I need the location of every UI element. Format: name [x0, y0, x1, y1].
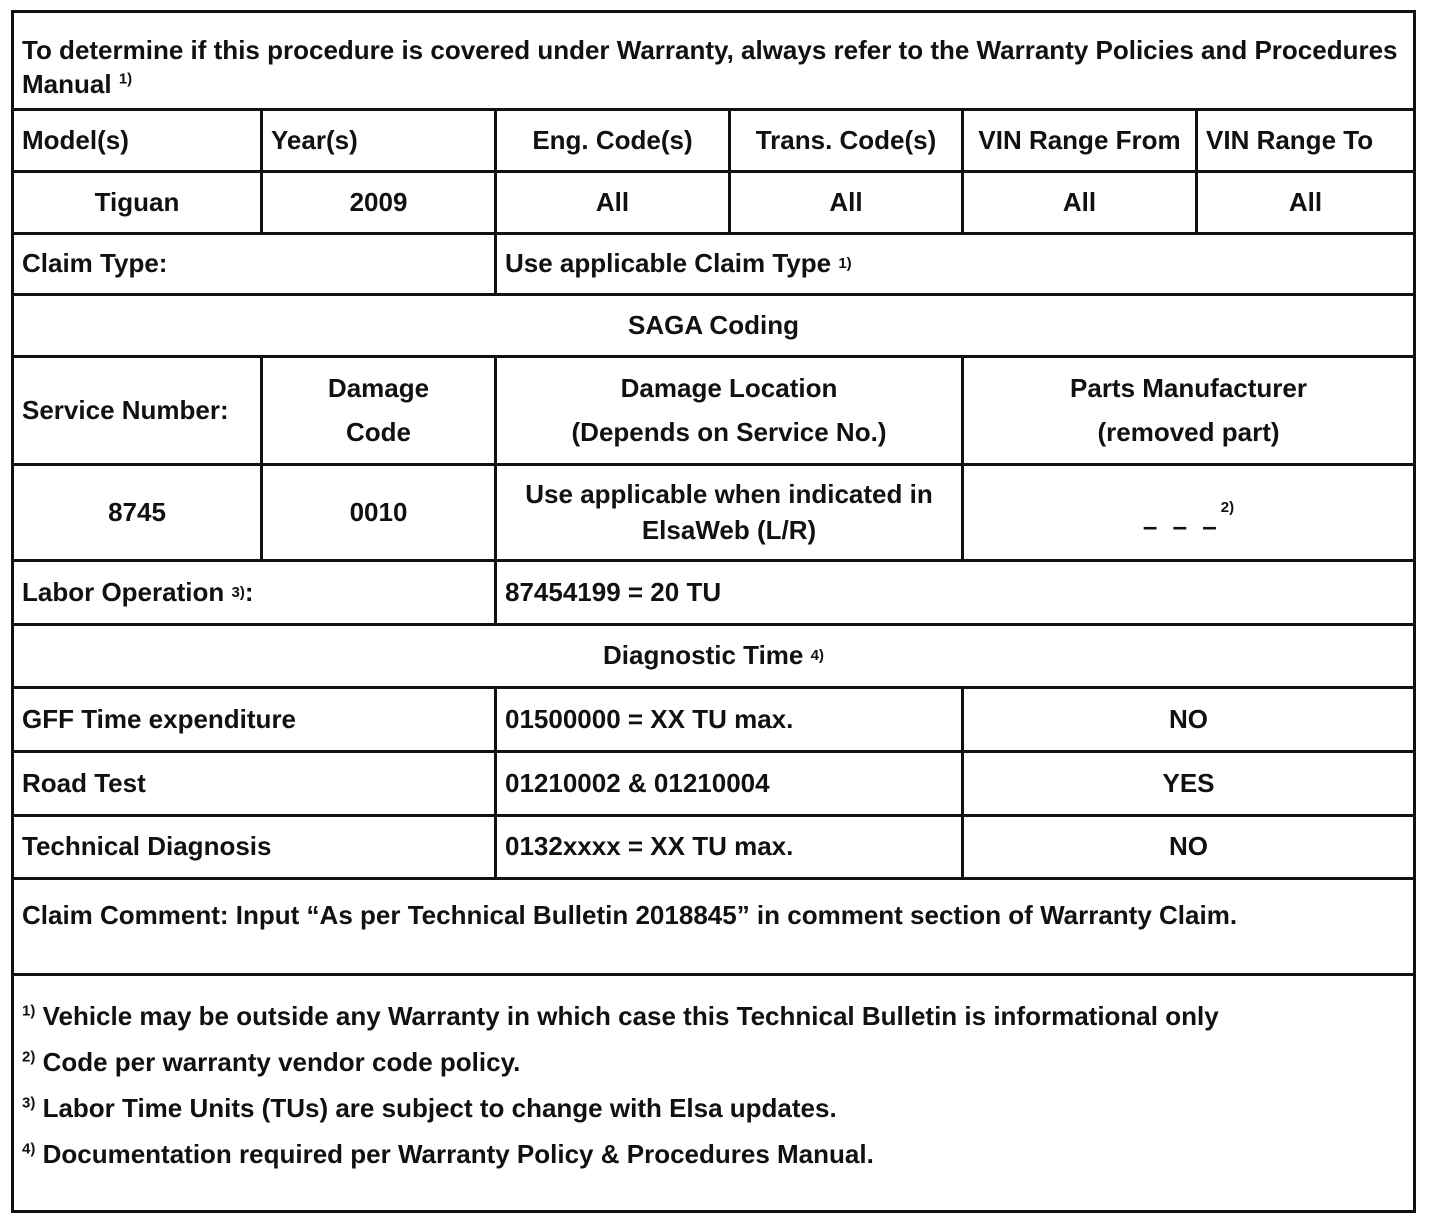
parts-manufacturer-header-line2: (removed part) — [1097, 416, 1280, 447]
footnotes — [22, 993, 1219, 1177]
diagnostic-row-code: 01500000 = XX TU max. — [505, 703, 794, 734]
footnote-text: Labor Time Units (TUs) are subject to change with Elsa updates. — [42, 1093, 837, 1123]
intro-text — [22, 33, 1402, 101]
header-model: Model(s) — [22, 124, 129, 155]
labor-operation-colon: : — [244, 576, 254, 607]
header-trans-code: Trans. Code(s) — [755, 124, 937, 155]
footnote-item — [22, 1085, 1219, 1131]
diagnostic-row-flag: NO — [1169, 703, 1208, 734]
header-year: Year(s) — [271, 124, 358, 155]
diagnostic-time-text: Diagnostic Time — [603, 640, 804, 671]
footnote-ref: 4) — [22, 1140, 36, 1158]
footnote-text: Documentation required per Warranty Policy & Procedures Manual. — [42, 1139, 874, 1169]
damage-location-value — [497, 466, 961, 559]
footnote-ref: 2) — [22, 1048, 36, 1066]
diagnostic-row-code: 0132xxxx = XX TU max. — [505, 831, 794, 862]
vehicle-trans-code: All — [829, 186, 863, 217]
header-vin-from: VIN Range From — [978, 124, 1181, 155]
parts-manufacturer-header-line1: Parts Manufacturer — [1070, 372, 1307, 403]
service-number-value: 8745 — [108, 496, 166, 527]
vehicle-year: 2009 — [349, 186, 408, 217]
claim-type-text: Use applicable Claim Type — [505, 248, 832, 279]
warranty-table — [11, 10, 1416, 1213]
footnote-ref: 3) — [22, 1094, 36, 1112]
parts-manufacturer-placeholder: – – – — [1142, 510, 1221, 541]
vehicle-model: Tiguan — [94, 186, 180, 217]
diagnostic-time-title: Diagnostic Time 4) — [14, 626, 1413, 686]
header-vin-to: VIN Range To — [1206, 124, 1374, 155]
parts-manufacturer-value: – – – 2) — [964, 466, 1413, 559]
damage-code-header-line1: Damage — [327, 372, 430, 403]
footnote-text: Vehicle may be outside any Warranty in which case this Technical Bulletin is informational only — [42, 1001, 1219, 1031]
labor-operation-text: Labor Operation — [22, 576, 225, 607]
damage-location-value-line2: ElsaWeb (L/R) — [641, 514, 817, 545]
damage-location-header-line1: Damage Location — [620, 372, 838, 403]
divider — [14, 877, 1413, 880]
diagnostic-row-code: 01210002 & 01210004 — [505, 767, 770, 798]
damage-location-value-line1: Use applicable when indicated in — [525, 478, 933, 509]
footnote-item — [22, 1039, 1219, 1085]
footnote-ref: 1) — [22, 1002, 36, 1020]
vehicle-vin-to: All — [1288, 186, 1323, 217]
vehicle-eng-code: All — [595, 186, 630, 217]
footnote-text: Code per warranty vendor code policy. — [42, 1047, 521, 1077]
damage-location-header — [497, 358, 961, 463]
vehicle-vin-from: All — [1062, 186, 1097, 217]
diagnostic-row-flag: YES — [1162, 767, 1215, 798]
damage-location-header-line2: (Depends on Service No.) — [571, 416, 887, 447]
diagnostic-row-flag: NO — [1169, 831, 1208, 862]
diagnostic-row-label: Road Test — [22, 767, 146, 798]
parts-manufacturer-header — [964, 358, 1413, 463]
claim-type-value: Use applicable Claim Type 1) — [497, 235, 1413, 293]
footnote-item — [22, 993, 1219, 1039]
service-number-label: Service Number: — [22, 394, 229, 425]
claim-comment: Claim Comment: Input “As per Technical Bulletin 2018845” in comment section of Warranty Claim. — [22, 900, 1238, 930]
intro-footnote-ref: 1) — [118, 70, 133, 88]
damage-code-header-line2: Code — [346, 416, 411, 447]
footnote-item — [22, 1131, 1219, 1177]
labor-operation-label: Labor Operation 3) : — [14, 562, 494, 623]
diagnostic-row-label: Technical Diagnosis — [22, 831, 272, 862]
claim-type-label: Claim Type: — [22, 248, 168, 279]
divider — [14, 973, 1413, 976]
intro-sentence: To determine if this procedure is covered under Warranty, always refer to the Warranty Policies and Procedures Manual — [22, 35, 1398, 99]
labor-operation-value: 87454199 = 20 TU — [505, 576, 722, 607]
header-eng-code: Eng. Code(s) — [532, 124, 693, 155]
saga-coding-title: SAGA Coding — [628, 309, 799, 340]
damage-code-header — [263, 358, 494, 463]
diagnostic-row-label: GFF Time expenditure — [22, 703, 297, 734]
damage-code-value: 0010 — [349, 496, 408, 527]
